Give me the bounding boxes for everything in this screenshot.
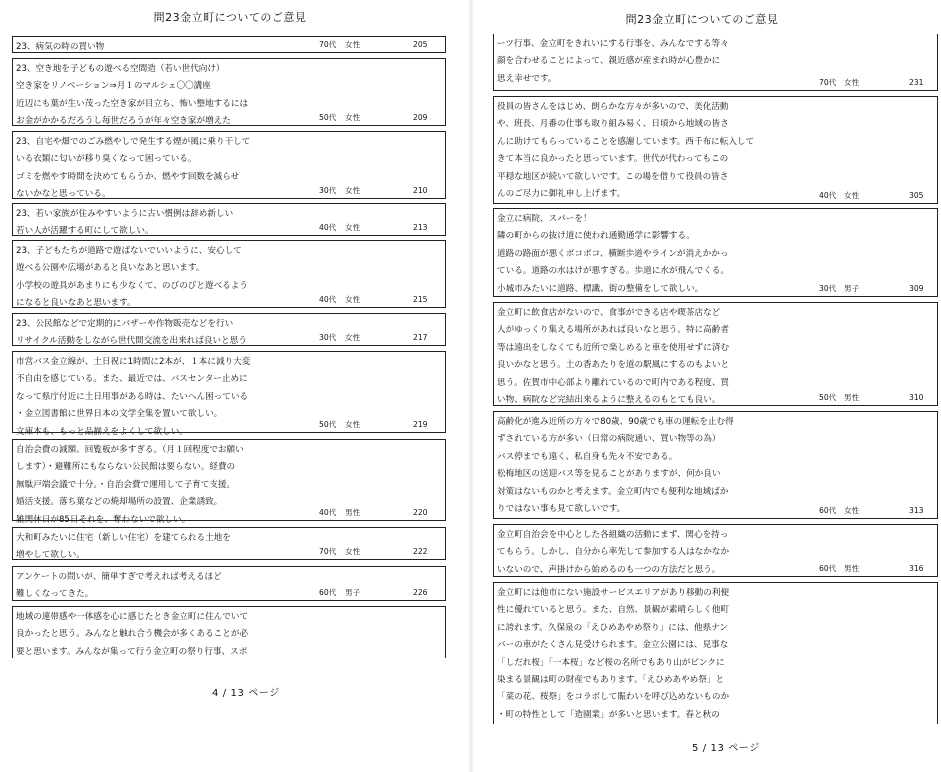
comment-line: 増やして欲しい。	[16, 550, 85, 561]
comment-entry	[12, 527, 446, 560]
comment-line: ている。道路の水はけが悪すぎる。歩道に水が飛んでくる。	[497, 266, 730, 277]
comment-line: 隣の町からの抜け道に使われ通勤通学に影響する。	[497, 231, 695, 242]
comment-line: 思え幸せです。	[497, 73, 557, 84]
age-group: 50代	[319, 420, 337, 429]
response-number: 215	[413, 295, 428, 304]
comment-line: 婚活支援。落ち葉などの焼却場所の設置、企業誘致。	[16, 497, 223, 508]
comment-line: ・金立図書館に世界日本の文学全集を置いて欲しい。	[16, 409, 223, 420]
age-group: 60代	[319, 588, 337, 597]
comment-line: 自治会費の減額、回覧板が多すぎる。（月１回程度でお願い	[16, 445, 244, 455]
age-group: 50代	[319, 113, 337, 122]
gender: 女性	[844, 78, 860, 87]
comment-line: 不自由を感じている。また、最近では、バスセンター止めに	[16, 374, 248, 385]
comment-line: りではない事も見て欲しいです。	[497, 504, 626, 515]
comment-entry	[12, 36, 446, 53]
comment-line: 23、若い家族が住みやすいように古い慣例は辞め新しい	[16, 209, 234, 219]
gender: 女性	[844, 191, 860, 200]
comment-line: 金立町には他市にない施設サービスエリアがあり移動の利便	[497, 588, 730, 598]
page-number: 5 / 13 ページ	[692, 743, 760, 754]
comment-line: なって県庁付近に土日用事がある時は、たいへん困っている	[16, 391, 249, 402]
comment-line: 市営バス金立線が、土日祝に1時間に2本が、１本に減り大変	[16, 357, 251, 367]
response-number: 220	[413, 508, 428, 517]
response-number: 213	[413, 223, 428, 232]
gender: 男性	[345, 508, 361, 517]
age-group: 30代	[319, 186, 337, 195]
comment-line: に誇れます。久保泉の「えひめあやめ祭り」には、他県ナン	[497, 622, 728, 633]
comment-line: 道路の路面が悪くボコボコ、横断歩道やラインが消えかかっ	[497, 248, 729, 259]
comment-line: 平穏な地区が続いて欲しいです。この場を借りて役員の皆さ	[497, 171, 729, 182]
comment-line: んのご尽力に御礼申し上げます。	[497, 189, 626, 200]
age-group: 70代	[319, 40, 337, 49]
gender: 男子	[345, 588, 361, 597]
comment-line: いないので、声掛けから始めるのも一つの方法だと思う。	[497, 564, 721, 575]
comment-line: 人がゆっくり集える場所があれば良いなと思う。特に高齢者	[497, 325, 729, 336]
comment-line: 空き家をリノベーション⇒月１のマルシェ〇〇講座	[16, 81, 211, 92]
comment-line: 良いかなと思う。土の香あたりを道の駅風にするのもよいと	[497, 360, 730, 371]
gender: 男子	[844, 284, 860, 293]
age-group: 40代	[319, 508, 337, 517]
response-number: 309	[909, 284, 924, 293]
comment-line: アンケートの問いが、簡単すぎで考えれば考えるほど	[16, 572, 222, 582]
comment-entry	[12, 351, 446, 437]
comment-entry	[493, 34, 938, 91]
comment-line: 対策はないものかと考えます。金立町内でも便利な地域ばか	[497, 486, 729, 497]
comment-entry	[493, 582, 938, 724]
gender: 男性	[844, 564, 860, 573]
comment-entry	[493, 302, 938, 406]
page-title: 問23金立町についてのご意見	[625, 13, 779, 26]
comment-entry	[12, 606, 446, 658]
response-number: 313	[909, 506, 924, 515]
comment-line: 松梅地区の送迎バス等を見ることがありますが、何か良い	[497, 469, 721, 480]
comment-line: バーの車がたくさん見受けられます。金立公園には、見事な	[497, 640, 729, 651]
response-number: 226	[413, 588, 428, 597]
age-group: 60代	[819, 506, 837, 515]
comment-entry	[493, 96, 938, 204]
comment-entry	[493, 524, 938, 577]
age-group: 60代	[819, 564, 837, 573]
comment-line: します）・避難所にもならない公民館は要らない。経費の	[16, 462, 236, 473]
comment-line: 大和町みたいに住宅（新しい住宅）を建てられる土地を	[16, 533, 231, 543]
comment-line: ずされている方が多い（日常の病院通い、買い物等の為）	[497, 434, 721, 445]
comment-line: リサイクル活動をしながら世代間交流を出来れば良いと思う	[16, 336, 247, 347]
comment-line: ・町の特性として「造園業」が多いと思います。春と秋の	[497, 709, 720, 720]
response-number: 219	[413, 420, 428, 429]
document-page-4	[0, 0, 470, 772]
comment-line: になると良いなあと思います。	[16, 298, 136, 309]
page-number: 4 / 13 ページ	[212, 688, 280, 699]
comment-entry	[12, 58, 446, 126]
comment-entry	[493, 411, 938, 519]
age-group: 70代	[319, 547, 337, 556]
response-number: 231	[909, 78, 924, 87]
comment-line: ゴミを燃やす時間を決めてもらうか、燃やす回数を減らせ	[16, 171, 240, 182]
age-group: 50代	[819, 393, 837, 402]
comment-line: んに助けてもらっていることを感謝しています。西千布に転入して	[497, 136, 755, 147]
comment-line: 顔を合わせることによって、親近感が産まれ時が心豊かに	[497, 56, 721, 67]
comment-line: 金立町に飲食店がないので、食事ができる店や喫茶店など	[497, 308, 721, 318]
comment-line: 小学校の遊具があまりにも少なくて、のびのびと遊べるよう	[16, 280, 248, 291]
age-group: 40代	[319, 295, 337, 304]
response-number: 222	[413, 547, 428, 556]
comment-line: 等は遠出をしなくても近所で楽しめると車を使用せずに済む	[497, 342, 730, 353]
comment-line: い物、病院など完結出来るように整えるのもとても良い。	[497, 395, 721, 406]
response-number: 205	[413, 40, 428, 49]
comment-entry	[12, 240, 446, 308]
comment-line: きて本当に良かったと思っています。世代が代わってもこの	[497, 154, 729, 165]
comment-line: 金立町自治会を中心とした各組織の活動にまず、関心を持っ	[497, 530, 729, 540]
comment-line: 役員の皆さんをはじめ、朗らかな方々が多いので、美化活動	[497, 102, 729, 112]
comment-line: 「菜の花、桜祭」をコラボして賑わいを呼び込めないものか	[497, 692, 730, 703]
comment-line: 難しくなってきた。	[16, 589, 94, 600]
gender: 女性	[345, 113, 361, 122]
comment-line: 雑関休日が85日それを、奪わないで欲しい。	[16, 514, 191, 525]
page-title: 問23金立町についてのご意見	[153, 11, 307, 24]
response-number: 310	[909, 393, 924, 402]
comment-line: いる衣類に匂いが移り臭くなって困っている。	[16, 154, 197, 165]
gender: 女性	[345, 40, 361, 49]
comment-line: 小城市みたいに道路、標識、街の整備をして欲しい。	[497, 283, 704, 294]
comment-line: 思う。佐賀市中心部より離れているので町内である程度、買	[497, 377, 730, 388]
comment-line: 23、病気の時の買い物	[16, 42, 105, 52]
response-number: 210	[413, 186, 428, 195]
gender: 男性	[844, 393, 860, 402]
comment-line: 23、公民館などで定期的にバザーや作物販売などを行い	[16, 319, 234, 329]
gender: 女性	[844, 506, 860, 515]
comment-entry	[12, 439, 446, 525]
gender: 女性	[345, 547, 361, 556]
gender: 女性	[345, 333, 361, 342]
response-number: 305	[909, 191, 924, 200]
gender: 女性	[345, 223, 361, 232]
comment-line: 「しだれ桜」「一本桜」など桜の名所でもあり山がピンクに	[497, 657, 725, 668]
comment-line: 性に優れていると思う。また、自然、景観が素晴らしく他町	[497, 605, 730, 616]
comment-line: 文庫本も、もっと品揃えをよくして欲しい。	[16, 426, 188, 437]
comment-line: 23、自宅や畑でのごみ燃やしで発生する煙が風に乗り干して	[16, 137, 251, 147]
response-number: 209	[413, 113, 428, 122]
age-group: 40代	[819, 191, 837, 200]
age-group: 30代	[319, 333, 337, 342]
comment-line: ーツ行事、金立町をきれいにする行事を、みんなでする等々	[497, 39, 729, 49]
comment-line: 良かったと思う。みんなと触れ合う機会が多くあることが必	[16, 629, 249, 640]
comment-entry	[12, 131, 446, 199]
gender: 女性	[345, 420, 361, 429]
comment-line: バス停までも遠く、私自身も先々不安である。	[497, 451, 678, 462]
gender: 女性	[345, 186, 361, 195]
comment-line: 要と思います。みんなが集って行う金立町の祭り行事、スポ	[16, 646, 248, 657]
comment-line: 23、空き地を子どもの遊べる空間造（若い世代向け）	[16, 64, 225, 74]
comment-line: 地域の連帯感や一体感を心に感じたとき金立町に住んでいて	[16, 612, 249, 622]
age-group: 70代	[819, 78, 837, 87]
comment-line: 若い人が活躍する町にして欲しい。	[16, 226, 154, 237]
comment-entry	[493, 208, 938, 297]
gender: 女性	[345, 295, 361, 304]
comment-line: お金がかかるだろうし毎世だろうが年々空き家が増えた	[16, 116, 231, 127]
comment-line: 無駄戸端会議で十分。・自治会費で運用して子育て支援。	[16, 479, 236, 490]
comment-line: や、班長、月番の仕事も取り組み易く、日頃から地域の皆さ	[497, 119, 729, 130]
comment-line: 高齢化が進み近所の方々で80歳、90歳でも車の運転を止む得	[497, 417, 734, 427]
comment-line: 金立に病院、スパーを！	[497, 214, 592, 224]
comment-line: ないかなと思っている。	[16, 189, 111, 200]
comment-line: 近辺にも葉が生い茂った空き家が目立ち、怖い整地するには	[16, 98, 249, 109]
age-group: 30代	[819, 284, 837, 293]
response-number: 217	[413, 333, 428, 342]
document-page-5	[478, 0, 941, 772]
comment-line: てもらう。しかし、自分から率先して参加する人はなかなか	[497, 547, 730, 558]
response-number: 316	[909, 564, 924, 573]
comment-line: 染まる景観は町の財産でもあります。「えひめあやめ祭」と	[497, 675, 725, 686]
comment-entry	[12, 566, 446, 601]
comment-line: 遊べる公園や広場があると良いなあと思います。	[16, 263, 205, 274]
comment-entry	[12, 203, 446, 236]
age-group: 40代	[319, 223, 337, 232]
comment-entry	[12, 313, 446, 346]
comment-line: 23、子どもたちが道路で遊ばないでいいように、安心して	[16, 246, 242, 256]
